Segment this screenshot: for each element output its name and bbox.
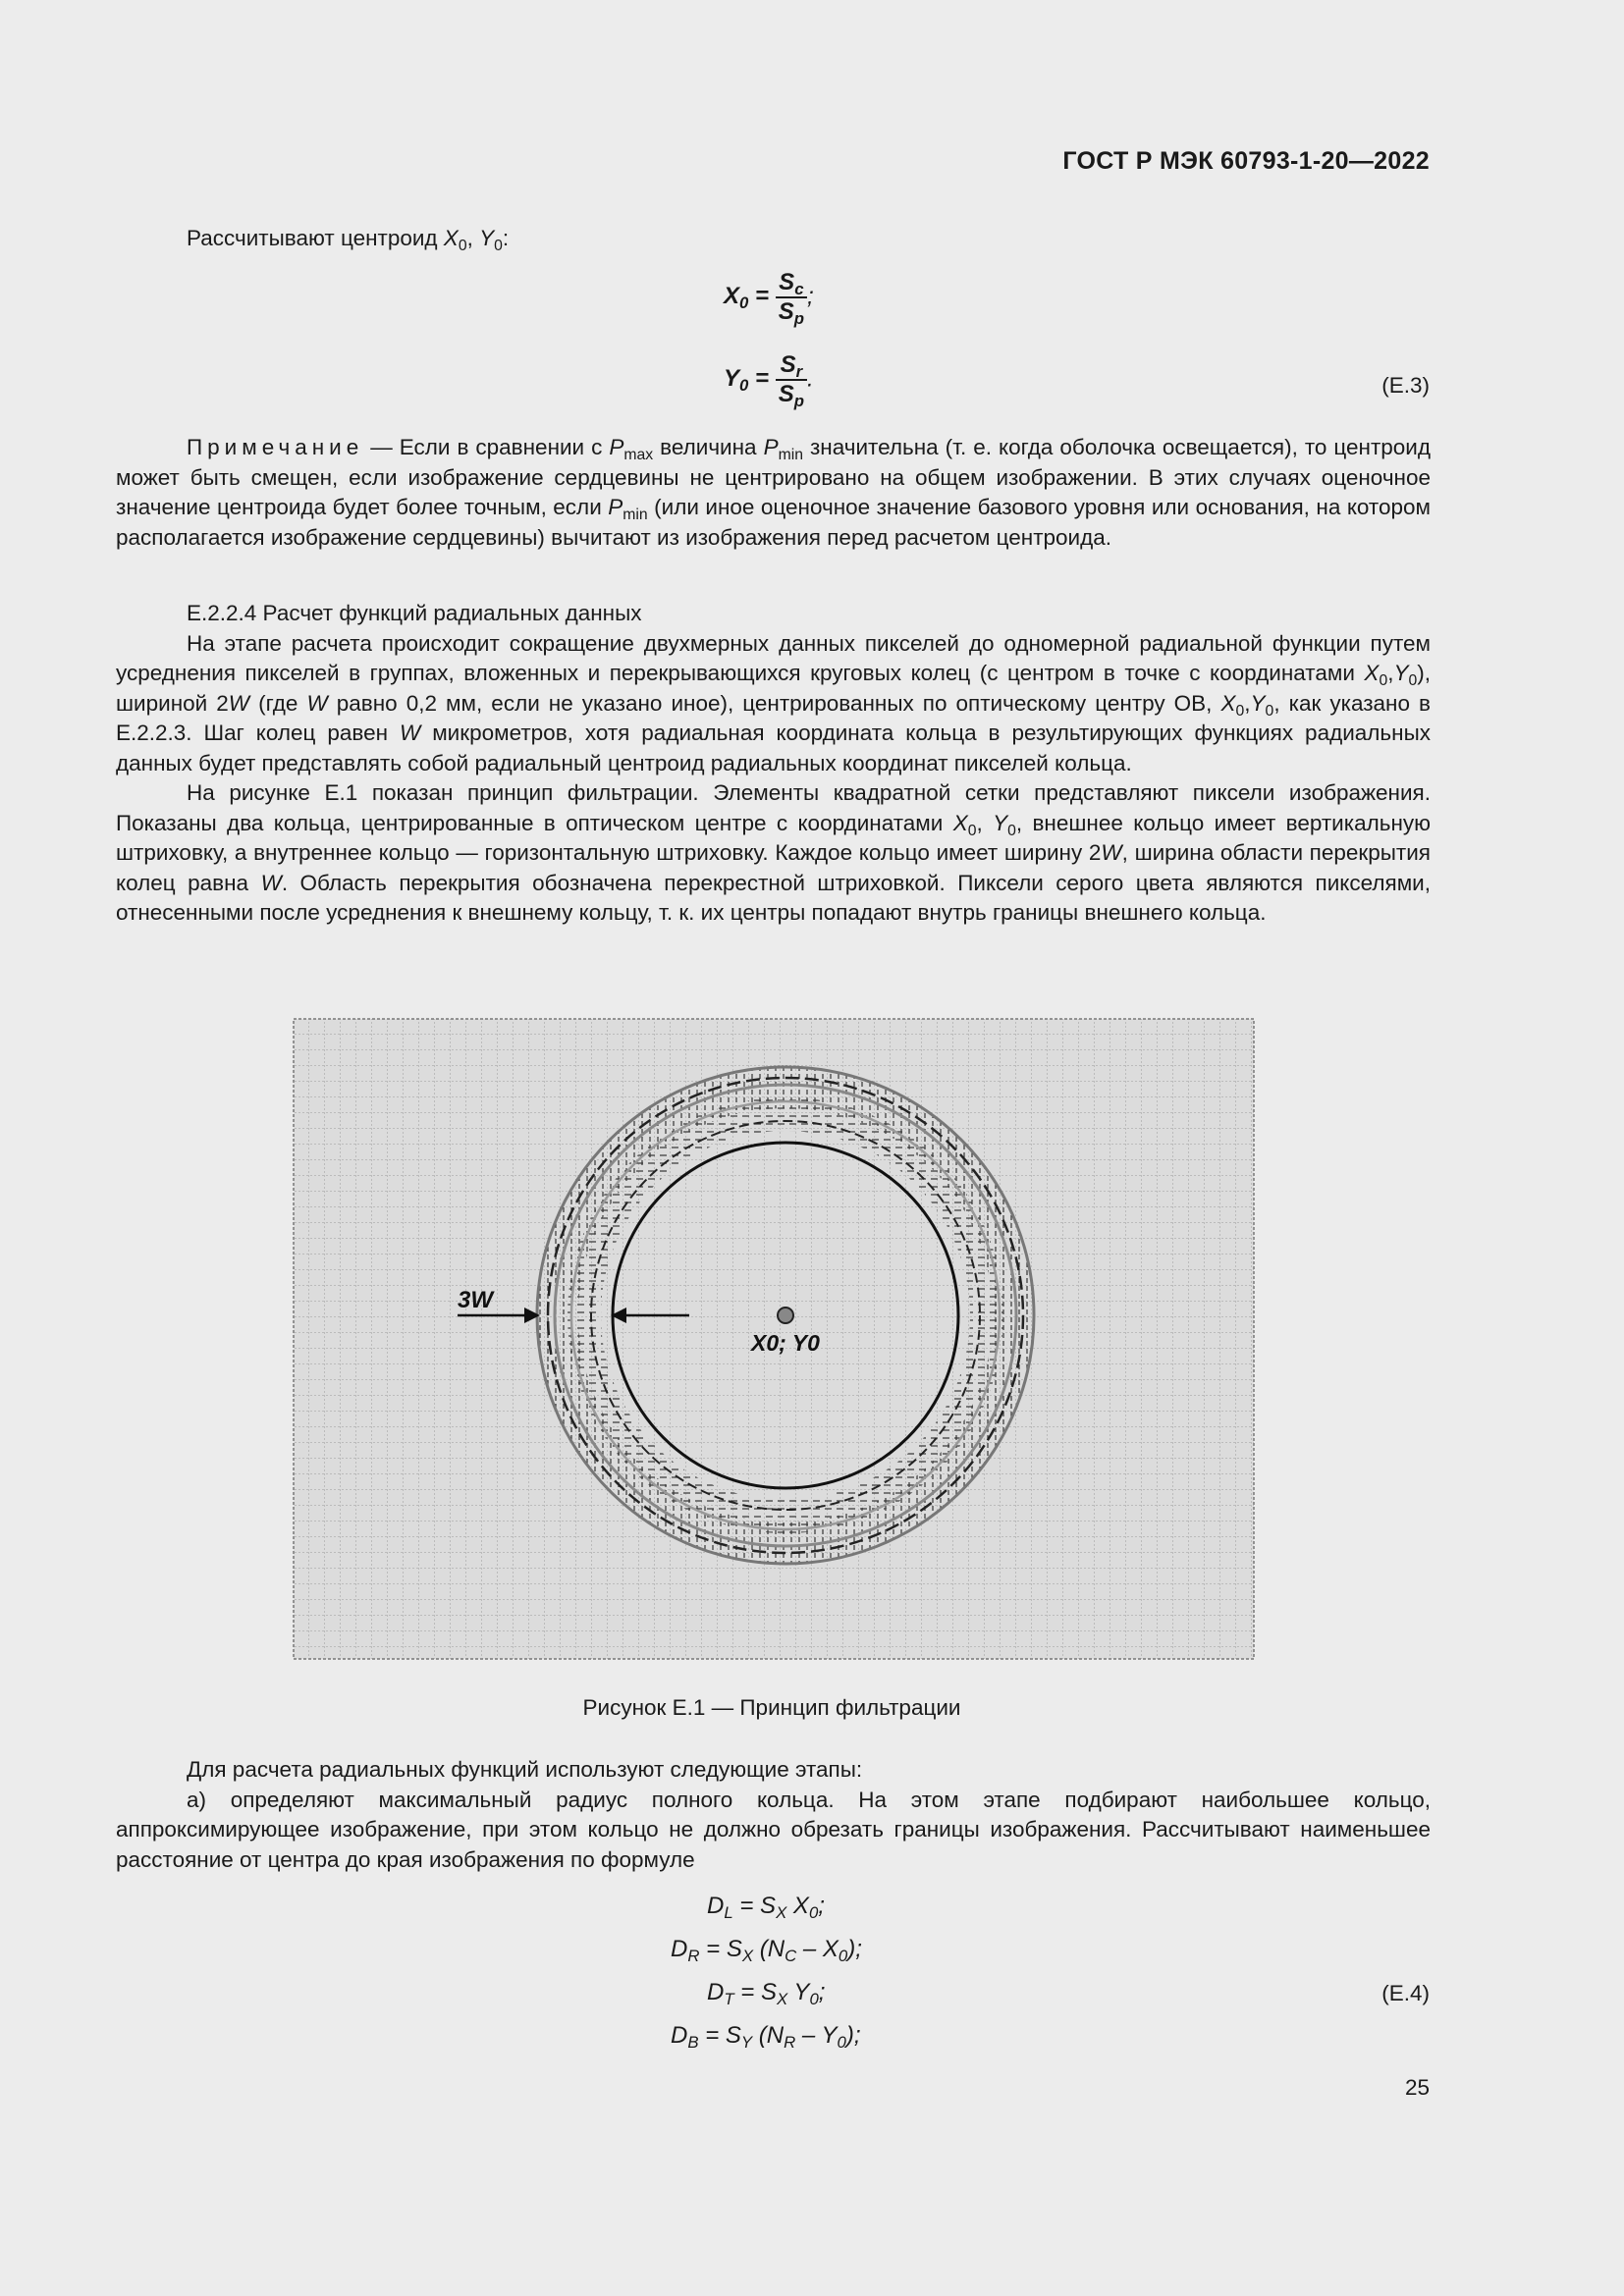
step-a: а) определяют максимальный радиус полного кольца. На этом этапе подбирают наибольшее кольцо, аппроксимирующее изображение, при этом кольцо не должно обрезать границы изображения. Рассчитывают наименьшее расстояние от центра до края изображения по формуле — [116, 1787, 1431, 1872]
figure-caption: Рисунок E.1 — Принцип фильтрации — [582, 1695, 961, 1720]
center-point — [778, 1308, 793, 1323]
equation-dl: $D_L = S_X$ $X_0$; — [707, 1893, 825, 1922]
centroid-intro — [116, 224, 1431, 254]
section-e224 — [116, 599, 1431, 929]
equation-dt: $D_T = S_X$ $Y_0$; — [707, 1979, 826, 2008]
steps-block — [116, 1755, 1431, 1875]
page-number: 25 — [1404, 2075, 1430, 2100]
steps-intro: Для расчета радиальных функций используют следующие этапы: — [187, 1757, 863, 1782]
paragraph-filtering-principle: На рисунке E.1 показан принцип фильтрации. Элементы квадратной сетки представляют пиксели изображения. Показаны два кольца, центрированные в оптическом центре с координатами $X_0$, $Y_0$, внешнее кольцо имеет вертикальную штриховку, а внутреннее кольцо — горизонтальную штриховку. Каждое кольцо имеет ширину 2W, ширина области перекрытия колец равна W. Область перекрытия обозначена перекрестной штриховкой. Пиксели серого цвета являются пикселями, отнесенными после усреднения к внешнему кольцу, т. к. их центры попадают внутрь границы внешнего кольца. — [116, 780, 1432, 925]
equation-x0: $X_0$ = $\frac{S_c}{S_p}$ ; — [724, 269, 814, 328]
paragraph-radial-calculation: На этапе расчета происходит сокращение двухмерных данных пикселей до одномерной радиальной функции путем усреднения пикселей в группах, вложенных и перекрывающихся круговых колец (с центром в точке с координатами $X_0,Y_0$), шириной 2W (где W равно 0,2 мм, если не указано иное), центрированных по оптическому центру ОВ, $X_0,Y_0$, как указано в E.2.2.3. Шаг колец равен W микрометров, хотя радиальная координата кольца в результирующих функциях радиальных данных будет представлять собой радиальный центроид радиальных координат пикселей кольца. — [116, 630, 1431, 775]
note-text: Примечание — Если в сравнении с $P_{max}$ величина $P_{min}$ значительна (т. е. когда оболочка освещается), то центроид может быть смещен, если изображение сердцевины не центрировано на общем изображении. В этих случаях оценочное значение центроида будет более точным, если $P_{min}$ (или иное оценочное значение базового уровня или основания, на котором располагается изображение сердцевины) вычитают из изображения перед расчетом центроида. — [116, 435, 1431, 550]
centroid-intro-text: Рассчитывают центроид $X_0$, $Y_0$: — [187, 226, 510, 254]
equation-db: $D_B = S_Y$ $(N_R - Y_0)$; — [671, 2022, 861, 2052]
equation-dr: $D_R = S_X$ $(N_C - X_0)$; — [671, 1936, 862, 1965]
equation-y0: $Y_0$ = $\frac{S_r}{S_p}$ . — [724, 351, 814, 410]
equation-number-e3: (E.3) — [1381, 373, 1430, 398]
section-title: E.2.2.4 Расчет функций радиальных данных — [187, 601, 642, 625]
equation-number-e4: (E.4) — [1381, 1981, 1430, 2005]
label-3w: 3W — [458, 1287, 493, 1313]
document-header: ГОСТ Р МЭК 60793-1-20—2022 — [1062, 147, 1430, 175]
figure-e1-diagram — [293, 1018, 1255, 1660]
note-block — [116, 433, 1431, 553]
label-center: X0; Y0 — [751, 1330, 820, 1356]
